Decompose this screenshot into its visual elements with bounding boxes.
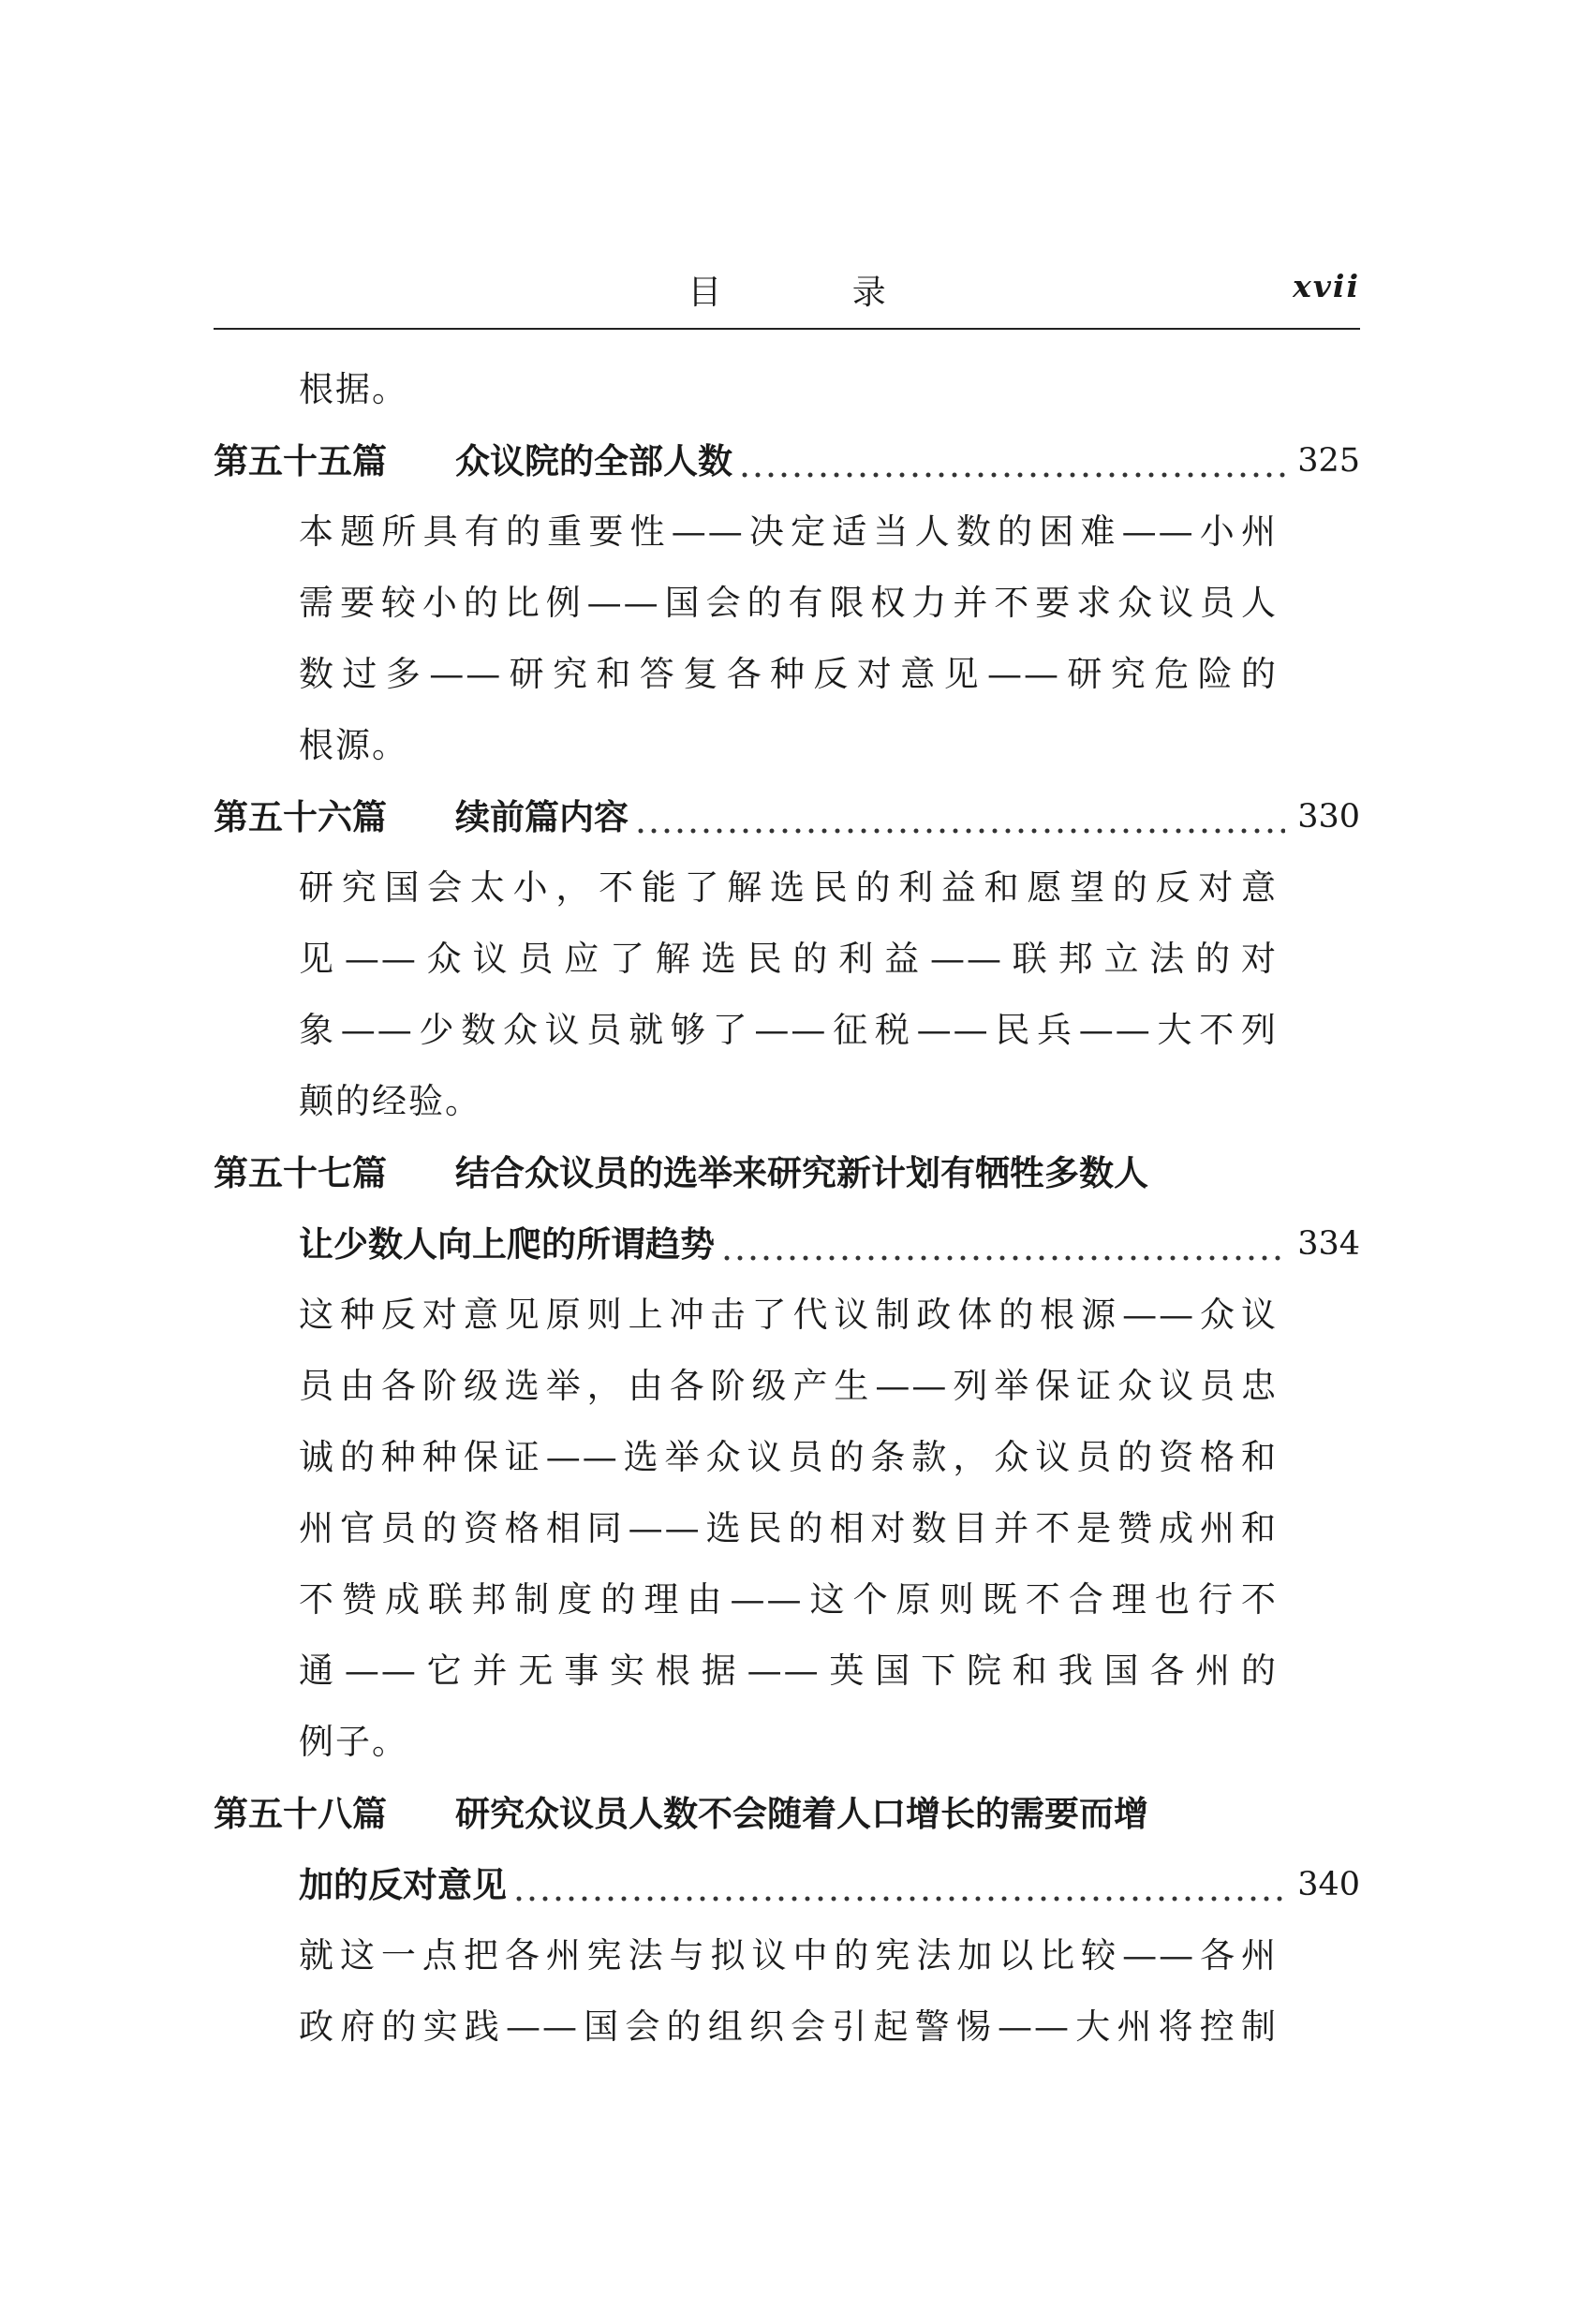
chapter-number: 第五十五篇 (214, 440, 387, 481)
chapter-title: 众议院的全部人数 (455, 440, 732, 481)
page-number: 330 (1297, 798, 1360, 836)
dot-leader (720, 1208, 1285, 1280)
toc-summary-line: 数过多——研究和答复各种反对意见——研究危险的 (299, 654, 1278, 694)
dot-leader (512, 1849, 1285, 1920)
toc-summary-line: 象——少数众议员就够了——征税——民兵——大不列 (299, 1010, 1278, 1050)
toc-body (214, 354, 1360, 2063)
toc-summary-line: 这种反对意见原则上冲击了代议制政体的根源——众议 (299, 1295, 1278, 1335)
toc-summary-line: 政府的实践——国会的组织会引起警惕——大州将控制 (299, 2006, 1278, 2047)
header-title: 目 录 (688, 274, 946, 312)
dot-leader (738, 425, 1285, 496)
toc-summary-line: 颠的经验。 (299, 1081, 481, 1121)
toc-summary-line: 需要较小的比例——国会的有限权力并不要求众议员人 (299, 583, 1278, 623)
running-header (214, 253, 1360, 330)
toc-entry-56[interactable] (214, 781, 1360, 852)
chapter-title-continued: 加的反对意见 (299, 1864, 507, 1905)
page-number: 325 (1297, 442, 1360, 480)
toc-summary-line: 通——它并无事实根据——英国下院和我国各州的 (299, 1650, 1278, 1691)
chapter-title: 研究众议员人数不会随着人口增长的需要而增 (455, 1793, 1148, 1834)
toc-summary-line: 员由各阶级选举，由各阶级产生——列举保证众议员忠 (299, 1366, 1278, 1406)
toc-summary-line: 州官员的资格相同——选民的相对数目并不是赞成州和 (299, 1508, 1278, 1548)
toc-entry-57-continued[interactable] (214, 1208, 1360, 1280)
page-folio: xvii (1293, 268, 1360, 304)
toc-summary-line: 根据。 (299, 369, 408, 409)
toc-entry-57[interactable] (214, 1137, 1360, 1208)
toc-summary-line: 诚的种种保证——选举众议员的条款，众议员的资格和 (299, 1437, 1278, 1477)
toc-entry-58-continued[interactable] (214, 1849, 1360, 1920)
chapter-number: 第五十七篇 (214, 1152, 387, 1193)
toc-summary-line: 根源。 (299, 725, 408, 765)
chapter-title: 续前篇内容 (455, 796, 629, 837)
chapter-number: 第五十六篇 (214, 796, 387, 837)
toc-entry-58[interactable] (214, 1778, 1360, 1849)
chapter-title: 结合众议员的选举来研究新计划有牺牲多数人 (455, 1152, 1148, 1193)
toc-entry-55[interactable] (214, 425, 1360, 496)
toc-summary-line: 就这一点把各州宪法与拟议中的宪法加以比较——各州 (299, 1935, 1278, 1976)
toc-summary-line: 本题所具有的重要性——决定适当人数的困难——小州 (299, 511, 1278, 552)
toc-summary-line: 见——众议员应了解选民的利益——联邦立法的对 (299, 939, 1278, 979)
chapter-number: 第五十八篇 (214, 1793, 387, 1834)
toc-summary-line: 研究国会太小，不能了解选民的利益和愿望的反对意 (299, 867, 1278, 908)
toc-summary-line: 例子。 (299, 1722, 408, 1762)
page-number: 340 (1297, 1866, 1360, 1903)
toc-summary-line: 不赞成联邦制度的理由——这个原则既不合理也行不 (299, 1579, 1278, 1620)
chapter-title-continued: 让少数人向上爬的所谓趋势 (299, 1223, 715, 1265)
dot-leader (634, 781, 1285, 852)
page-number: 334 (1297, 1225, 1360, 1263)
